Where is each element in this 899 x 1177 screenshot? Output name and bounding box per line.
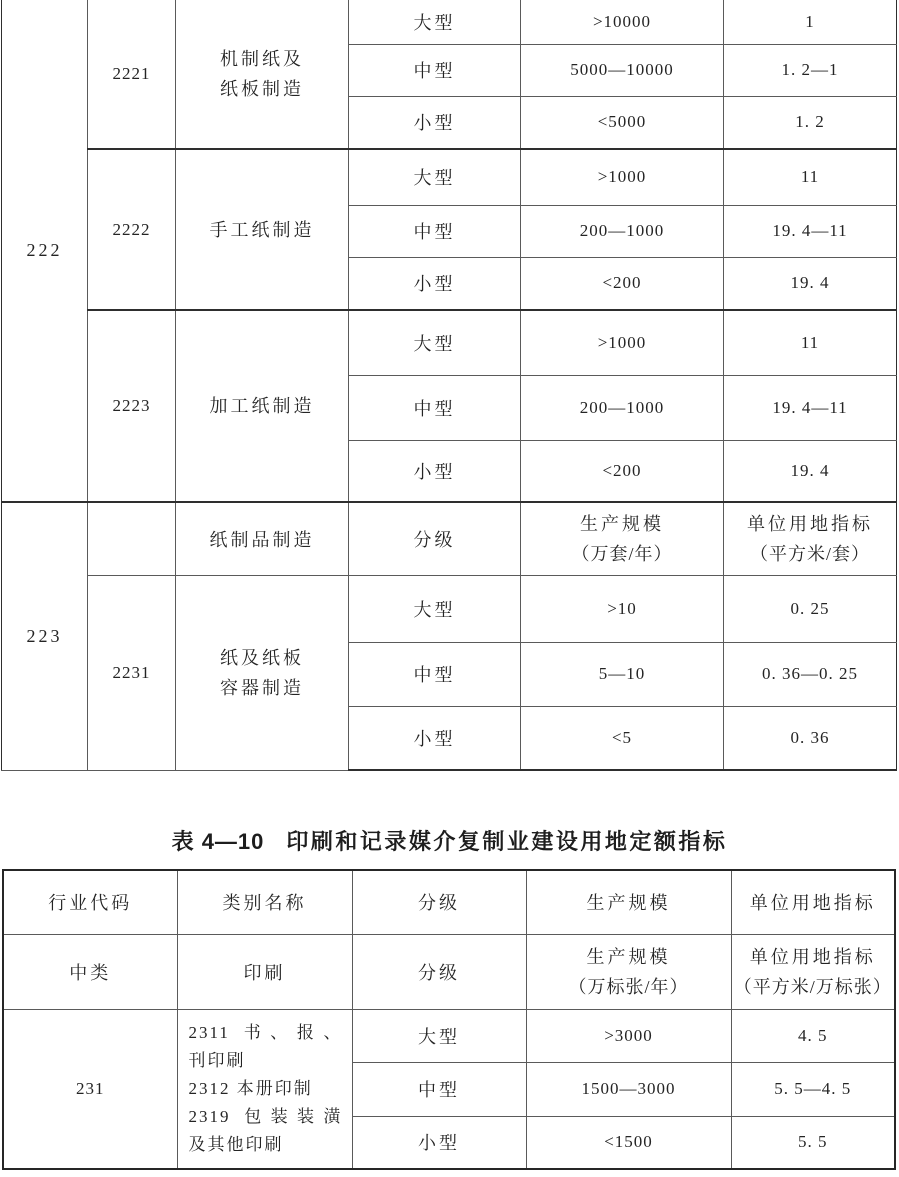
index-unit-line: （平方米/万标张） (733, 976, 892, 997)
paper-industry-quota-table (1, 0, 897, 771)
category-name-line: 纸及纸板 (220, 647, 304, 668)
index-header-line: 单位用地指标 (747, 513, 873, 534)
code-231-cell: 231 (3, 1009, 177, 1169)
grade-cell: 大型 (349, 310, 521, 375)
index-cell: 0. 36—0. 25 (724, 642, 897, 706)
grade-cell: 中型 (349, 44, 521, 96)
index-cell: 19. 4 (724, 440, 897, 502)
table-row (2, 0, 897, 44)
grade-cell: 中型 (352, 1062, 526, 1116)
code-2223-cell: 2223 (88, 310, 176, 502)
grade-header-cell: 分级 (349, 502, 521, 575)
code-2221-cell: 2221 (88, 0, 176, 149)
grade-cell: 中型 (349, 642, 521, 706)
scale-cell: 1500—3000 (526, 1062, 731, 1116)
grade-cell: 中型 (349, 205, 521, 257)
index-cell: 4. 5 (731, 1009, 895, 1062)
index-cell: 5. 5—4. 5 (731, 1062, 895, 1116)
scale-cell: >10 (521, 575, 724, 642)
header-scale: 生产规模 (526, 870, 731, 934)
code-2222-cell: 2222 (88, 149, 176, 310)
category-name-2222-cell (176, 149, 349, 310)
index-cell: 11 (724, 310, 897, 375)
grade-cell: 小型 (349, 96, 521, 149)
printing-industry-quota-table (2, 869, 896, 1170)
index-header-cell (724, 502, 897, 575)
subheader-class-cell: 中类 (3, 934, 177, 1009)
grade-cell: 小型 (349, 706, 521, 770)
category-name-231-cell (177, 1009, 352, 1169)
table-subheader-row (3, 934, 895, 1009)
table-title-text: 印刷和记录媒介复制业建设用地定额指标 (286, 829, 728, 854)
subheader-scale-cell (526, 934, 731, 1009)
table-row (2, 149, 897, 205)
index-cell: 1. 2—1 (724, 44, 897, 96)
code-2231-cell: 2231 (88, 575, 176, 770)
table-row (2, 575, 897, 642)
scale-cell: <1500 (526, 1116, 731, 1169)
scale-cell: 200—1000 (521, 375, 724, 440)
grade-cell: 小型 (352, 1116, 526, 1169)
category-name-line: 加工纸制造 (209, 396, 315, 416)
category-name-cell: 纸制品制造 (176, 502, 349, 575)
header-category-name: 类别名称 (177, 870, 352, 934)
grade-cell: 大型 (352, 1009, 526, 1062)
subheader-grade-cell: 分级 (352, 934, 526, 1009)
scale-header-line: 生产规模 (586, 946, 671, 967)
grade-cell: 大型 (349, 149, 521, 205)
scale-unit-line: （万标张/年） (568, 976, 689, 997)
index-unit-line: （平方米/套） (749, 543, 870, 564)
scale-unit-line: （万套/年） (571, 543, 673, 564)
table-header-row (3, 870, 895, 934)
subheader-index-cell (731, 934, 895, 1009)
category-name-2221-cell (176, 0, 349, 149)
table-row (2, 502, 897, 575)
header-industry-code: 行业代码 (3, 870, 177, 934)
scale-header-cell (521, 502, 724, 575)
category-line: 2311 书、报、 (188, 1022, 343, 1042)
index-header-line: 单位用地指标 (749, 946, 876, 967)
scale-cell: <5 (521, 706, 724, 770)
scale-cell: >1000 (521, 149, 724, 205)
scale-cell: <200 (521, 257, 724, 310)
index-cell: 19. 4 (724, 257, 897, 310)
category-line: 2319 包装装潢 (188, 1106, 343, 1126)
category-name-2223-cell (176, 310, 349, 502)
grade-cell: 中型 (349, 375, 521, 440)
table-number: 表 4—10 (171, 829, 265, 854)
grade-cell: 小型 (349, 257, 521, 310)
header-grade: 分级 (352, 870, 526, 934)
index-cell: 1. 2 (724, 96, 897, 149)
scale-cell: 5000—10000 (521, 44, 724, 96)
table-row (3, 1009, 895, 1062)
index-cell: 1 (724, 0, 897, 44)
scale-cell: >1000 (521, 310, 724, 375)
scale-cell: <5000 (521, 96, 724, 149)
header-index: 单位用地指标 (731, 870, 895, 934)
index-cell: 0. 36 (724, 706, 897, 770)
scale-cell: 5—10 (521, 642, 724, 706)
index-cell: 19. 4—11 (724, 375, 897, 440)
scale-header-line: 生产规模 (580, 513, 664, 534)
major-code-222-cell: 222 (2, 0, 88, 502)
category-name-line: 手工纸制造 (209, 219, 315, 240)
category-line: 及其他印刷 (188, 1134, 284, 1154)
category-name-2231-cell (176, 575, 349, 770)
scale-cell: <200 (521, 440, 724, 502)
scale-cell: 200—1000 (521, 205, 724, 257)
grade-cell: 大型 (349, 0, 521, 44)
scale-cell: >3000 (526, 1009, 731, 1062)
category-line: 刊印刷 (188, 1050, 246, 1070)
category-name-line: 机制纸及 (220, 49, 304, 69)
table-row (2, 310, 897, 375)
index-cell: 19. 4—11 (724, 205, 897, 257)
grade-cell: 大型 (349, 575, 521, 642)
empty-code-cell (88, 502, 176, 575)
index-cell: 0. 25 (724, 575, 897, 642)
subheader-category-cell: 印刷 (177, 934, 352, 1009)
category-name-line: 纸板制造 (220, 79, 304, 99)
category-line: 2312 本册印制 (188, 1078, 313, 1098)
index-cell: 11 (724, 149, 897, 205)
table-4-10-title (0, 828, 899, 856)
major-code-223-cell: 223 (2, 502, 88, 770)
index-cell: 5. 5 (731, 1116, 895, 1169)
scale-cell: >10000 (521, 0, 724, 44)
category-name-line: 容器制造 (220, 677, 304, 698)
grade-cell: 小型 (349, 440, 521, 502)
